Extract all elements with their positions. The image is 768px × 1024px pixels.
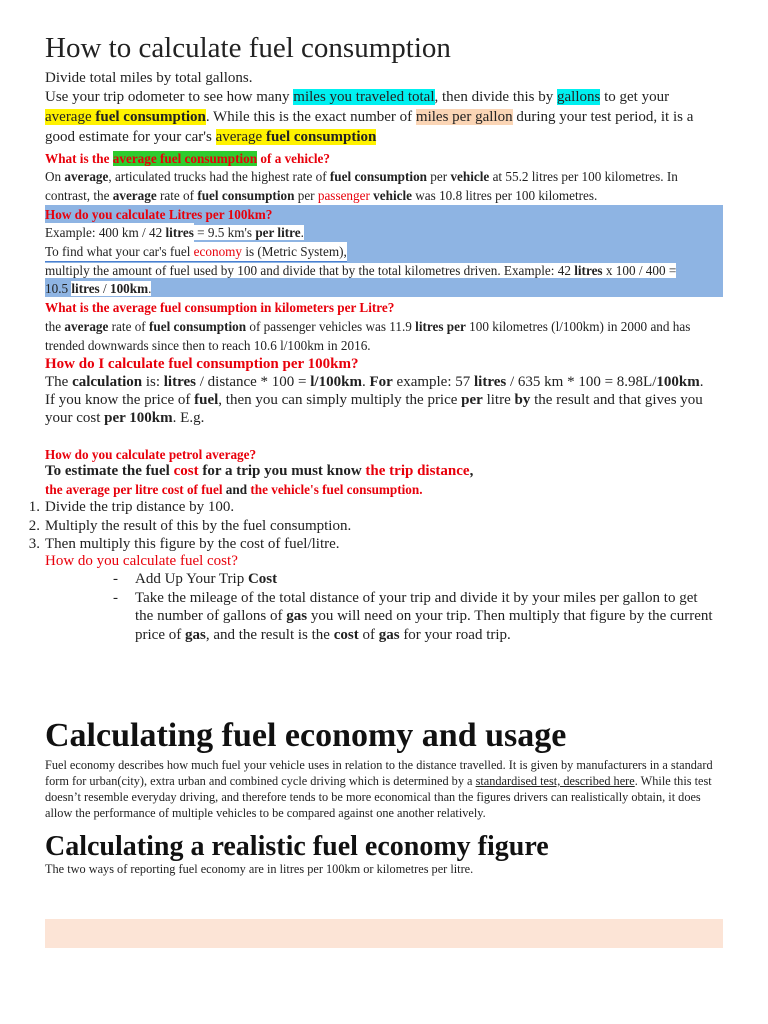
text-span: , and the result is the [205, 626, 334, 643]
text-span [194, 225, 304, 240]
highlight-average [45, 109, 206, 125]
answer-1-line-2 [45, 186, 597, 205]
text-span: average [45, 109, 96, 125]
text-span: by [514, 392, 531, 408]
intro-line-4 [45, 128, 376, 148]
list-item [113, 570, 713, 589]
text-span: average [64, 319, 109, 334]
text-span: contrast, the [45, 188, 113, 203]
text-span: rate of [108, 319, 149, 334]
text-span: average [64, 169, 109, 184]
text-span: average [215, 129, 266, 145]
text-span: cost [333, 626, 359, 643]
text-span: the vehicle's fuel consumption [250, 482, 420, 497]
text-span: For [369, 374, 393, 390]
text-span: . [361, 374, 370, 390]
question-6: How do you calculate fuel cost? [45, 553, 238, 569]
text-span: fuel consumption [265, 129, 377, 145]
dash-list [113, 570, 713, 644]
answer-4-line-3 [45, 409, 204, 429]
text-span: gas [378, 626, 400, 643]
text-span: x 100 / 400 = [602, 263, 677, 278]
text-span: of passenger vehicles was 11.9 [246, 319, 416, 334]
text-span [45, 242, 347, 262]
text-span: gas [184, 626, 206, 643]
text-span: , then divide this by [434, 89, 557, 105]
text-span: the result and that gives you [530, 392, 703, 408]
text-span: per [461, 392, 483, 408]
fuel-economy-paragraph [45, 757, 723, 821]
list-item [28, 517, 352, 536]
text-span: vehicle [373, 188, 412, 203]
answer-2-line-2 [45, 242, 347, 262]
text-span: 100km [109, 281, 149, 296]
list-item [28, 498, 351, 517]
intro-line-2 [45, 88, 669, 108]
text-span: , articulated trucks had the highest rate of [108, 169, 330, 184]
list-item-text: Multiply the result of this by the fuel consumption. [45, 517, 352, 534]
text-span: , [469, 463, 474, 479]
answer-5-line-1 [45, 462, 473, 482]
text-span: your cost [45, 410, 105, 426]
text-span: per 100km [104, 410, 173, 426]
text-span: fuel consumption [95, 109, 206, 125]
text-span: passenger [317, 188, 370, 203]
text-span: 100km [656, 374, 700, 390]
text-span: / [99, 281, 110, 296]
text-span [71, 281, 151, 296]
text-span: Example: 400 km / 42 [45, 225, 166, 240]
text-span: . [148, 281, 152, 296]
text-span: multiply the amount of fuel used by 100 and divide that by the total kilometres driven. Example: 42 [45, 263, 575, 278]
text-span: and [222, 482, 251, 497]
text-span: per litre [255, 225, 301, 240]
text-span: The [45, 374, 73, 390]
text-span: you will need on your trip. Then multiply that figure by the current price of [135, 608, 713, 643]
text-span: the trip distance [365, 463, 470, 479]
answer-5-line-2 [45, 480, 423, 499]
answer-4-line-2 [45, 391, 703, 411]
text-span: vehicle [450, 169, 490, 184]
realistic-figure-paragraph: The two ways of reporting fuel economy are in litres per 100km or kilometres per litre. [45, 862, 474, 876]
text-span: example: 57 [392, 374, 475, 390]
list-number: 1. [28, 499, 40, 515]
highlight-gallons: gallons [557, 89, 601, 105]
intro-line-3 [45, 108, 693, 128]
text-span: good estimate for your car's [45, 129, 216, 145]
intro-line-1: Divide total miles by total gallons. [45, 70, 253, 86]
text-span: , then you can simply multiply the price [218, 392, 462, 408]
text-span: On [45, 169, 65, 184]
highlight-average-2 [216, 129, 377, 145]
text-span: fuel consumption [149, 319, 247, 334]
text-span: per [294, 188, 318, 203]
list-item-text: Then multiply this figure by the cost of fuel/litre. [45, 536, 340, 552]
answer-3-line-2: trended downwards since then to reach 10.6 l/100km in 2016. [45, 338, 371, 353]
dash-marker: - [113, 571, 118, 587]
list-item [28, 535, 351, 554]
text-span: litre [482, 392, 515, 408]
answer-1-line-1 [45, 167, 678, 186]
answer-4-line-1 [45, 373, 703, 393]
text-span: economy [193, 244, 243, 259]
text-span: litres [574, 263, 603, 278]
text-span: fuel [194, 392, 219, 408]
text-span: What is the [45, 151, 113, 166]
list-item [113, 589, 713, 645]
steps-list [15, 498, 351, 554]
text-span: the [45, 319, 65, 334]
answer-3-line-1 [45, 317, 690, 336]
text-span: litres [165, 225, 194, 240]
text-span: 100 kilometres (l/100km) in 2000 and has [465, 319, 691, 334]
highlight-green: average fuel consumption [112, 151, 258, 166]
text-span: Cost [247, 571, 278, 587]
page-title: How to calculate fuel consumption [45, 32, 451, 64]
question-4: How do I calculate fuel consumption per 100km? [45, 356, 359, 372]
text-span: Take the mileage of the total distance of your trip and divide it by your miles per gallon to get the number of gallons of [135, 589, 698, 624]
text-span: If you know the price of [45, 392, 195, 408]
text-span: is: [142, 374, 164, 390]
text-span: litres per [415, 319, 466, 334]
text-span: . [699, 374, 704, 390]
text-span: l/100km [310, 374, 362, 390]
text-span: litres [163, 374, 196, 390]
text-span: litres [474, 374, 507, 390]
text-span: litres [71, 281, 100, 296]
highlight-mpg: miles per gallon [415, 109, 513, 125]
standardised-test-link[interactable]: standardised test, described here [475, 774, 635, 788]
text-span: at 55.2 litres per 100 kilometres. In [489, 169, 678, 184]
text-span: average [112, 188, 157, 203]
question-5: How do you calculate petrol average? [45, 447, 257, 462]
text-span: To estimate the fuel [45, 463, 174, 479]
question-3: What is the average fuel consumption in kilometers per Litre? [45, 300, 395, 315]
text-span: to get your [600, 89, 670, 105]
section-heading-realistic-figure: Calculating a realistic fuel economy figure [45, 831, 549, 862]
answer-2-line-1 [45, 223, 304, 243]
highlight-miles: miles you traveled total [293, 89, 435, 105]
text-span: . While this test doesn’t resemble everyday driving, and therefore tends to be more economical than the figures drivers can realistically obtain, it does allow the performance of multiple vehicles to be compared against one another relatively. [45, 774, 712, 820]
text-span: cost [173, 463, 199, 479]
text-span: calculation [72, 374, 143, 390]
list-item-text: Divide the trip distance by 100. [45, 499, 235, 515]
peach-banner [45, 919, 723, 948]
text-span: of a vehicle? [257, 151, 330, 166]
text-span: per [427, 169, 451, 184]
answer-2-line-4 [45, 279, 151, 298]
list-number: 3. [28, 536, 40, 552]
section-heading-fuel-economy: Calculating fuel economy and usage [45, 717, 567, 754]
text-span: = 9.5 km's [193, 225, 256, 240]
question-1 [45, 149, 330, 168]
text-span: rate of [156, 188, 198, 203]
text-span: of [358, 626, 379, 643]
dash-marker: - [113, 589, 118, 606]
text-span: . While this is the exact number of [205, 109, 416, 125]
text-span: for a trip you must know [198, 463, 366, 479]
text-span: is (Metric System), [242, 244, 347, 259]
text-span: fuel consumption [197, 188, 295, 203]
text-span: / distance * 100 = [195, 374, 311, 390]
question-2: How do you calculate Litres per 100km? [45, 207, 273, 222]
text-span: . [419, 482, 423, 497]
text-span: the average per litre cost of fuel [45, 482, 223, 497]
answer-2-line-3 [45, 261, 676, 280]
text-span: Use your trip odometer to see how many [45, 89, 294, 105]
text-span: during your test period, it is a [512, 109, 694, 125]
text-span: gas [286, 608, 308, 624]
text-span: Add Up Your Trip [135, 571, 248, 587]
text-span: for your road trip. [399, 626, 511, 643]
text-span [45, 223, 194, 243]
text-span: Fuel economy describes how much fuel your vehicle uses in relation to the distance travelled. It is given by manufacturers in a standard form for urban(city), extra urban and combined cycle driving which is determined by a [45, 758, 713, 788]
list-number: 2. [28, 517, 40, 534]
text-span: was 10.8 litres per 100 kilometres. [411, 188, 598, 203]
text-span: To find what your car's fuel [45, 244, 194, 259]
text-span [45, 263, 676, 278]
text-span: . [300, 225, 304, 240]
text-span: 10.5 [45, 281, 72, 296]
text-span: fuel consumption [329, 169, 427, 184]
text-span: / 635 km * 100 = 8.98L/ [506, 374, 657, 390]
text-span: . E.g. [172, 410, 205, 426]
